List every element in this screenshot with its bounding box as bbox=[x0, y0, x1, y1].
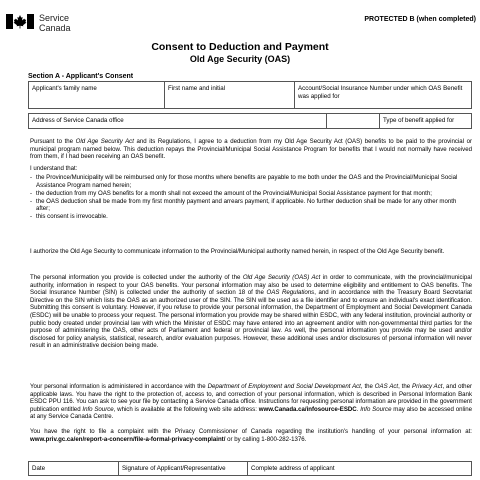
privacy-administration-paragraph: Your personal information is administered in accordance with the Department of Employment and Social Development Act, the OAS Act, the Privacy Act, and other applicable laws. You have the right to the protection of, access to, and correction of your personal information, which is described in Personal Information Bank ESDC PPU 116. You can ask to see your file by contacting a Service Canada office. Instructions for requesting personal information are provided in the government publication entitled Info Source, which is available at the following web site address: www.Canada.ca/infosource-ESDC. Info Source may also be accessed online at any Service Canada Centre. bbox=[30, 383, 472, 421]
office-address-label: Address of Service Canada office bbox=[32, 117, 124, 124]
conditions-list bbox=[30, 174, 470, 222]
privacy-complaint-link[interactable]: www.priv.gc.ca/en/report-a-concern/file-a-formal-privacy-complaint/ bbox=[30, 435, 226, 443]
service-canada-wordmark bbox=[39, 13, 71, 33]
protected-classification: PROTECTED B (when completed) bbox=[364, 16, 476, 23]
list-item: - this consent is irrevocable. bbox=[30, 213, 470, 221]
understand-heading: I understand that: bbox=[30, 165, 78, 172]
canada-flag-icon bbox=[6, 14, 34, 29]
list-item: - the Province/Municipality will be reimbursed only for those months where benefits are payable to me both under the OAS and the Provincial/Municipal Social Assistance Program named herein; bbox=[30, 174, 470, 189]
act-name: Old Age Security Act bbox=[75, 138, 134, 145]
date-field[interactable] bbox=[29, 462, 119, 476]
privacy-collection-paragraph: The personal information you provide is collected under the authority of the Old Age Security (OAS) Act in order to communicate, with the provincial/municipal authority, information in respect to your OAS benefits. Your personal information may also be used to determine eligibility and entitlement to OAS benefits. The Social Insurance Number (SIN) is collected under the authority of section 18 of the OAS Regulations, and in accordance with the Treasury Board Secretariat Directive on the SIN which lists the OAS as an authorized user of the SIN. The SIN will be used as a file identifier and to ensure an individual's exact identification. Submitting this consent is voluntary. However, if you refuse to provide your personal information, the Department of Employment and Social Development Canada (ESDC) will be unable to process your request. The personal information you provide may be shared within ESDC, with any federal institution, provincial authority or public body created under provincial law with which the Minister of ESDC may have entered into an agreement and/or with non-governmental third parties for the purpose of administering the OAS, other acts of Parliament and federal or provincial law. As well, the personal information you provide may be used and/or disclosed for policy analysis, statistical, research, and/or evaluation purposes. However, these additional uses and/or disclosures of personal information will never result in an administrative decision being made. bbox=[30, 274, 472, 350]
authorization-paragraph: I authorize the Old Age Security to communicate information to the Provincial/Municipal authority named herein, in respect of the Old Age Security benefit. bbox=[30, 248, 445, 255]
dept-name-en: Service bbox=[39, 13, 70, 23]
maple-leaf-icon bbox=[13, 14, 27, 29]
section-a-heading: Section A - Applicant's Consent bbox=[28, 73, 134, 80]
family-name-field[interactable] bbox=[29, 82, 165, 109]
account-number-field[interactable] bbox=[295, 82, 472, 109]
list-item: - the OAS deduction shall be made from my first monthly payment and arrears payment, if applicable. No further deduction shall be made for any other month after; bbox=[30, 198, 470, 213]
dept-name-fr: Canada bbox=[39, 23, 71, 33]
form-title: Consent to Deduction and Payment bbox=[151, 41, 329, 53]
header bbox=[6, 13, 476, 39]
signature-table bbox=[28, 461, 472, 476]
account-number-label: Account/Social Insurance Number under which OAS Benefit was applied for bbox=[298, 85, 463, 100]
complaint-paragraph: You have the right to file a complaint with the Privacy Commissioner of Canada regarding the institution's handling of your personal information at: www.priv.gc.ca/en/report-a-concern/file-a-formal-privacy-complaint/ or by calling 1-800-282-1376. bbox=[30, 428, 472, 443]
benefit-type-field[interactable] bbox=[380, 114, 472, 129]
benefit-type-spacer bbox=[327, 114, 380, 129]
office-address-field[interactable] bbox=[29, 114, 327, 129]
applicant-address-field[interactable] bbox=[248, 462, 472, 476]
applicant-address-label: Complete address of applicant bbox=[251, 465, 335, 472]
family-name-label: Applicant's family name bbox=[32, 85, 97, 92]
infosource-link[interactable]: www.Canada.ca/infosource-ESDC bbox=[258, 405, 357, 413]
first-name-label: First name and initial bbox=[168, 85, 226, 92]
first-name-field[interactable] bbox=[165, 82, 295, 109]
applicant-info-table bbox=[28, 81, 472, 109]
signature-field[interactable] bbox=[119, 462, 248, 476]
date-label: Date bbox=[32, 465, 46, 472]
form-subtitle: Old Age Security (OAS) bbox=[189, 54, 291, 64]
consent-paragraph: Pursuant to the Old Age Security Act and its Regulations, I agree to a deduction from my Old Age Security Act (OAS) benefits to be paid to the provincial or municipal program named below. This deduction repays the Provincial/Municipal Social Assistance Program for benefits that I would not normally have received from them, if I had been receiving an OAS benefit. bbox=[30, 138, 472, 161]
list-item: - the deduction from my OAS benefits for a month shall not exceed the amount of the Provincial/Municipal Social Assistance payment for that month; bbox=[30, 190, 470, 198]
office-info-table bbox=[28, 113, 472, 129]
benefit-type-label: Type of benefit applied for bbox=[383, 117, 455, 124]
signature-label: Signature of Applicant/Representative bbox=[122, 465, 226, 472]
